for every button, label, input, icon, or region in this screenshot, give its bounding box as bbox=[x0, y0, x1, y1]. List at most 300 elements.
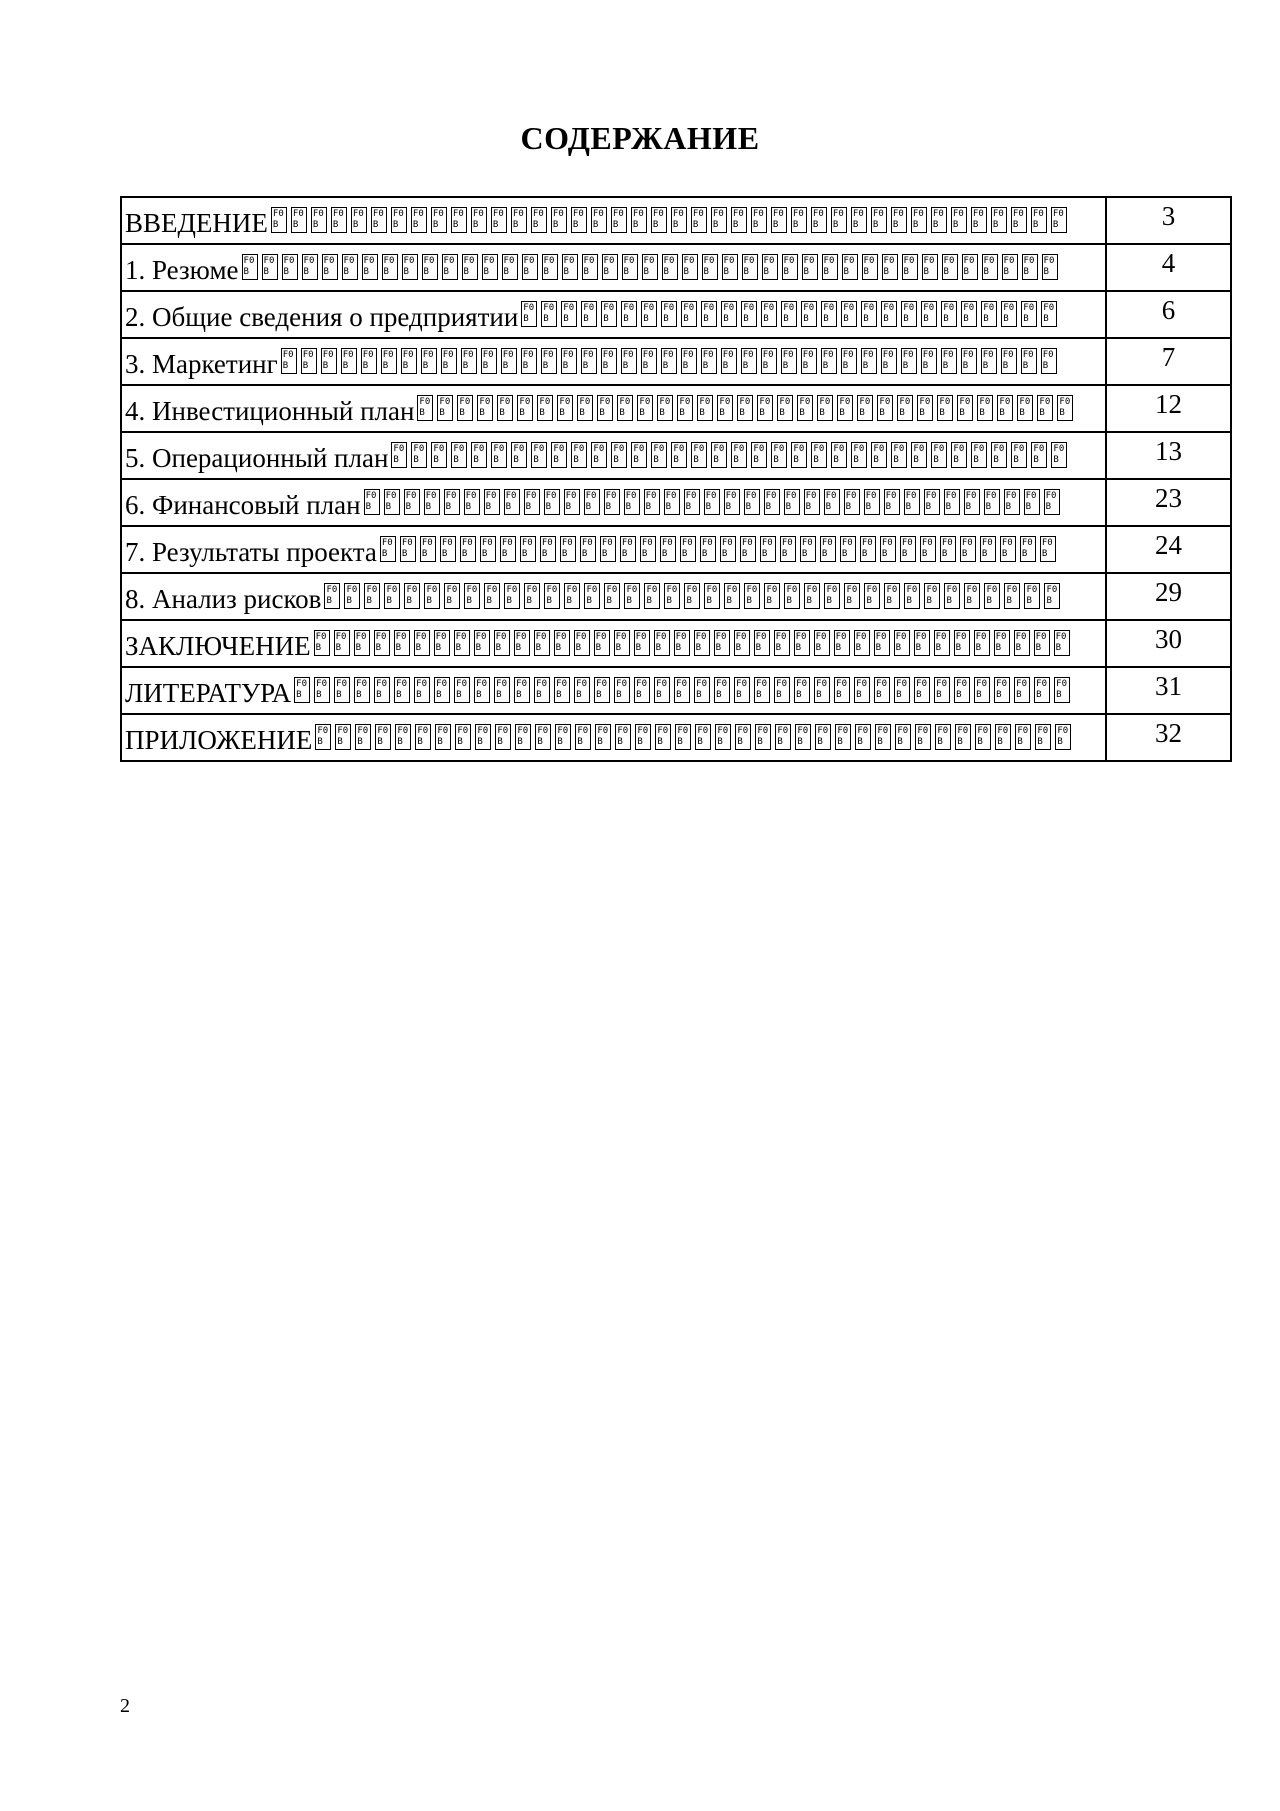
missing-glyph-icon bbox=[821, 348, 837, 374]
missing-glyph-icon bbox=[891, 207, 907, 233]
missing-glyph-icon bbox=[384, 489, 400, 515]
missing-glyph-icon bbox=[601, 348, 617, 374]
missing-glyph-icon bbox=[331, 207, 347, 233]
missing-glyph-icon bbox=[494, 677, 510, 703]
missing-glyph-icon bbox=[415, 724, 431, 750]
missing-glyph-icon bbox=[404, 583, 420, 609]
missing-glyph-icon bbox=[591, 207, 607, 233]
missing-glyph-icon bbox=[691, 207, 707, 233]
missing-glyph-icon bbox=[604, 489, 620, 515]
toc-leader bbox=[314, 630, 1074, 658]
missing-glyph-icon bbox=[364, 583, 380, 609]
missing-glyph-icon bbox=[941, 301, 957, 327]
missing-glyph-icon bbox=[641, 348, 657, 374]
missing-glyph-icon bbox=[424, 489, 440, 515]
toc-entry-label: 1. Резюме bbox=[125, 254, 239, 285]
missing-glyph-icon bbox=[644, 583, 660, 609]
missing-glyph-icon bbox=[354, 677, 370, 703]
missing-glyph-icon bbox=[615, 724, 631, 750]
missing-glyph-icon bbox=[471, 207, 487, 233]
missing-glyph-icon bbox=[721, 301, 737, 327]
toc-row bbox=[121, 385, 1231, 432]
toc-page-number: 7 bbox=[1106, 338, 1231, 385]
missing-glyph-icon bbox=[877, 395, 893, 421]
missing-glyph-icon bbox=[831, 442, 847, 468]
missing-glyph-icon bbox=[711, 442, 727, 468]
missing-glyph-icon bbox=[714, 677, 730, 703]
missing-glyph-icon bbox=[600, 536, 616, 562]
missing-glyph-icon bbox=[621, 348, 637, 374]
missing-glyph-icon bbox=[1021, 348, 1037, 374]
missing-glyph-icon bbox=[1055, 724, 1071, 750]
missing-glyph-icon bbox=[561, 348, 577, 374]
missing-glyph-icon bbox=[460, 536, 476, 562]
missing-glyph-icon bbox=[531, 207, 547, 233]
missing-glyph-icon bbox=[840, 536, 856, 562]
missing-glyph-icon bbox=[861, 348, 877, 374]
toc-row bbox=[121, 291, 1231, 338]
missing-glyph-icon bbox=[931, 442, 947, 468]
missing-glyph-icon bbox=[431, 442, 447, 468]
toc-entry-label: 7. Результаты проекта bbox=[125, 536, 377, 567]
missing-glyph-icon bbox=[561, 301, 577, 327]
missing-glyph-icon bbox=[895, 724, 911, 750]
missing-glyph-icon bbox=[764, 583, 780, 609]
missing-glyph-icon bbox=[454, 677, 470, 703]
missing-glyph-icon bbox=[634, 630, 650, 656]
missing-glyph-icon bbox=[521, 348, 537, 374]
toc-entry-cell bbox=[121, 714, 1106, 761]
toc-entry-cell bbox=[121, 291, 1106, 338]
missing-glyph-icon bbox=[361, 348, 377, 374]
page-number: 2 bbox=[120, 1695, 130, 1717]
missing-glyph-icon bbox=[480, 536, 496, 562]
toc-body bbox=[121, 197, 1231, 761]
missing-glyph-icon bbox=[784, 583, 800, 609]
missing-glyph-icon bbox=[651, 207, 667, 233]
missing-glyph-icon bbox=[922, 254, 938, 280]
missing-glyph-icon bbox=[731, 442, 747, 468]
missing-glyph-icon bbox=[771, 207, 787, 233]
missing-glyph-icon bbox=[511, 207, 527, 233]
missing-glyph-icon bbox=[554, 677, 570, 703]
missing-glyph-icon bbox=[657, 395, 673, 421]
missing-glyph-icon bbox=[724, 583, 740, 609]
missing-glyph-icon bbox=[1035, 724, 1051, 750]
missing-glyph-icon bbox=[871, 442, 887, 468]
missing-glyph-icon bbox=[757, 395, 773, 421]
missing-glyph-icon bbox=[601, 301, 617, 327]
missing-glyph-icon bbox=[837, 395, 853, 421]
missing-glyph-icon bbox=[961, 301, 977, 327]
missing-glyph-icon bbox=[854, 677, 870, 703]
missing-glyph-icon bbox=[920, 536, 936, 562]
toc-entry-cell bbox=[121, 573, 1106, 620]
missing-glyph-icon bbox=[914, 677, 930, 703]
missing-glyph-icon bbox=[501, 348, 517, 374]
missing-glyph-icon bbox=[451, 442, 467, 468]
missing-glyph-icon bbox=[637, 395, 653, 421]
missing-glyph-icon bbox=[621, 301, 637, 327]
missing-glyph-icon bbox=[504, 489, 520, 515]
missing-glyph-icon bbox=[614, 677, 630, 703]
missing-glyph-icon bbox=[1041, 348, 1057, 374]
missing-glyph-icon bbox=[960, 536, 976, 562]
missing-glyph-icon bbox=[634, 677, 650, 703]
missing-glyph-icon bbox=[822, 254, 838, 280]
missing-glyph-icon bbox=[700, 536, 716, 562]
toc-row bbox=[121, 667, 1231, 714]
missing-glyph-icon bbox=[977, 395, 993, 421]
missing-glyph-icon bbox=[795, 724, 811, 750]
missing-glyph-icon bbox=[914, 630, 930, 656]
missing-glyph-icon bbox=[364, 489, 380, 515]
toc-page-number: 32 bbox=[1106, 714, 1231, 761]
missing-glyph-icon bbox=[664, 583, 680, 609]
missing-glyph-icon bbox=[271, 207, 287, 233]
missing-glyph-icon bbox=[622, 254, 638, 280]
missing-glyph-icon bbox=[924, 489, 940, 515]
missing-glyph-icon bbox=[391, 442, 407, 468]
missing-glyph-icon bbox=[751, 442, 767, 468]
missing-glyph-icon bbox=[314, 630, 330, 656]
missing-glyph-icon bbox=[581, 348, 597, 374]
missing-glyph-icon bbox=[564, 489, 580, 515]
missing-glyph-icon bbox=[321, 348, 337, 374]
missing-glyph-icon bbox=[1031, 442, 1047, 468]
missing-glyph-icon bbox=[994, 677, 1010, 703]
missing-glyph-icon bbox=[984, 583, 1000, 609]
missing-glyph-icon bbox=[661, 301, 677, 327]
missing-glyph-icon bbox=[734, 630, 750, 656]
missing-glyph-icon bbox=[804, 489, 820, 515]
missing-glyph-icon bbox=[1001, 301, 1017, 327]
missing-glyph-icon bbox=[535, 724, 551, 750]
toc-entry-label: 8. Анализ рисков bbox=[125, 583, 322, 614]
missing-glyph-icon bbox=[724, 489, 740, 515]
missing-glyph-icon bbox=[997, 395, 1013, 421]
missing-glyph-icon bbox=[581, 301, 597, 327]
missing-glyph-icon bbox=[924, 583, 940, 609]
missing-glyph-icon bbox=[904, 583, 920, 609]
missing-glyph-icon bbox=[851, 442, 867, 468]
missing-glyph-icon bbox=[995, 724, 1011, 750]
missing-glyph-icon bbox=[911, 442, 927, 468]
missing-glyph-icon bbox=[940, 536, 956, 562]
missing-glyph-icon bbox=[921, 348, 937, 374]
missing-glyph-icon bbox=[417, 395, 433, 421]
missing-glyph-icon bbox=[477, 395, 493, 421]
missing-glyph-icon bbox=[1037, 395, 1053, 421]
missing-glyph-icon bbox=[744, 583, 760, 609]
missing-glyph-icon bbox=[931, 207, 947, 233]
missing-glyph-icon bbox=[761, 301, 777, 327]
toc-row bbox=[121, 244, 1231, 291]
missing-glyph-icon bbox=[1040, 536, 1056, 562]
missing-glyph-icon bbox=[971, 442, 987, 468]
missing-glyph-icon bbox=[854, 630, 870, 656]
missing-glyph-icon bbox=[524, 583, 540, 609]
missing-glyph-icon bbox=[411, 207, 427, 233]
missing-glyph-icon bbox=[794, 677, 810, 703]
missing-glyph-icon bbox=[674, 630, 690, 656]
missing-glyph-icon bbox=[1024, 489, 1040, 515]
missing-glyph-icon bbox=[1011, 442, 1027, 468]
missing-glyph-icon bbox=[595, 724, 611, 750]
toc-row bbox=[121, 197, 1231, 244]
toc-entry-label: ЗАКЛЮЧЕНИЕ bbox=[125, 630, 311, 661]
missing-glyph-icon bbox=[1020, 536, 1036, 562]
missing-glyph-icon bbox=[484, 583, 500, 609]
missing-glyph-icon bbox=[375, 724, 391, 750]
missing-glyph-icon bbox=[354, 630, 370, 656]
toc-entry-cell bbox=[121, 432, 1106, 479]
missing-glyph-icon bbox=[874, 677, 890, 703]
missing-glyph-icon bbox=[841, 301, 857, 327]
missing-glyph-icon bbox=[514, 677, 530, 703]
toc-entry-label: 3. Маркетинг bbox=[125, 348, 278, 379]
toc-entry-cell bbox=[121, 338, 1106, 385]
missing-glyph-icon bbox=[1024, 583, 1040, 609]
missing-glyph-icon bbox=[671, 442, 687, 468]
missing-glyph-icon bbox=[1057, 395, 1073, 421]
toc-page-number: 4 bbox=[1106, 244, 1231, 291]
missing-glyph-icon bbox=[737, 395, 753, 421]
missing-glyph-icon bbox=[624, 583, 640, 609]
missing-glyph-icon bbox=[614, 630, 630, 656]
missing-glyph-icon bbox=[1031, 207, 1047, 233]
missing-glyph-icon bbox=[894, 677, 910, 703]
missing-glyph-icon bbox=[602, 254, 618, 280]
missing-glyph-icon bbox=[457, 395, 473, 421]
toc-entry-cell bbox=[121, 526, 1106, 573]
missing-glyph-icon bbox=[495, 724, 511, 750]
missing-glyph-icon bbox=[797, 395, 813, 421]
missing-glyph-icon bbox=[654, 630, 670, 656]
missing-glyph-icon bbox=[720, 536, 736, 562]
missing-glyph-icon bbox=[981, 348, 997, 374]
missing-glyph-icon bbox=[801, 301, 817, 327]
missing-glyph-icon bbox=[871, 207, 887, 233]
missing-glyph-icon bbox=[791, 442, 807, 468]
missing-glyph-icon bbox=[1044, 489, 1060, 515]
missing-glyph-icon bbox=[1014, 677, 1030, 703]
toc-entry-cell bbox=[121, 620, 1106, 667]
toc-entry-label: 5. Операционный план bbox=[125, 442, 389, 473]
missing-glyph-icon bbox=[734, 677, 750, 703]
missing-glyph-icon bbox=[1001, 348, 1017, 374]
missing-glyph-icon bbox=[504, 583, 520, 609]
missing-glyph-icon bbox=[660, 536, 676, 562]
toc-leader bbox=[315, 724, 1075, 752]
missing-glyph-icon bbox=[1017, 395, 1033, 421]
missing-glyph-icon bbox=[991, 207, 1007, 233]
missing-glyph-icon bbox=[411, 442, 427, 468]
missing-glyph-icon bbox=[884, 583, 900, 609]
missing-glyph-icon bbox=[374, 630, 390, 656]
missing-glyph-icon bbox=[1034, 630, 1050, 656]
missing-glyph-icon bbox=[580, 536, 596, 562]
missing-glyph-icon bbox=[334, 630, 350, 656]
missing-glyph-icon bbox=[382, 254, 398, 280]
missing-glyph-icon bbox=[944, 583, 960, 609]
missing-glyph-icon bbox=[902, 254, 918, 280]
missing-glyph-icon bbox=[835, 724, 851, 750]
missing-glyph-icon bbox=[811, 442, 827, 468]
toc-entry-cell bbox=[121, 197, 1106, 244]
missing-glyph-icon bbox=[817, 395, 833, 421]
missing-glyph-icon bbox=[281, 348, 297, 374]
missing-glyph-icon bbox=[971, 207, 987, 233]
missing-glyph-icon bbox=[1000, 536, 1016, 562]
missing-glyph-icon bbox=[394, 630, 410, 656]
missing-glyph-icon bbox=[431, 207, 447, 233]
missing-glyph-icon bbox=[675, 724, 691, 750]
missing-glyph-icon bbox=[557, 395, 573, 421]
toc-page-number: 29 bbox=[1106, 573, 1231, 620]
missing-glyph-icon bbox=[562, 254, 578, 280]
missing-glyph-icon bbox=[857, 395, 873, 421]
missing-glyph-icon bbox=[824, 583, 840, 609]
missing-glyph-icon bbox=[655, 724, 671, 750]
missing-glyph-icon bbox=[315, 724, 331, 750]
missing-glyph-icon bbox=[294, 677, 310, 703]
missing-glyph-icon bbox=[680, 536, 696, 562]
toc-leader bbox=[380, 536, 1060, 564]
toc-leader bbox=[242, 254, 1062, 282]
missing-glyph-icon bbox=[451, 207, 467, 233]
missing-glyph-icon bbox=[571, 442, 587, 468]
toc-entry-cell bbox=[121, 479, 1106, 526]
missing-glyph-icon bbox=[344, 583, 360, 609]
missing-glyph-icon bbox=[362, 254, 378, 280]
missing-glyph-icon bbox=[517, 395, 533, 421]
missing-glyph-icon bbox=[697, 395, 713, 421]
missing-glyph-icon bbox=[755, 724, 771, 750]
toc-entry-cell bbox=[121, 385, 1106, 432]
missing-glyph-icon bbox=[551, 442, 567, 468]
missing-glyph-icon bbox=[875, 724, 891, 750]
missing-glyph-icon bbox=[534, 677, 550, 703]
missing-glyph-icon bbox=[722, 254, 738, 280]
missing-glyph-icon bbox=[934, 677, 950, 703]
missing-glyph-icon bbox=[862, 254, 878, 280]
missing-glyph-icon bbox=[731, 207, 747, 233]
missing-glyph-icon bbox=[941, 348, 957, 374]
toc-entry-label: 4. Инвестиционный план bbox=[125, 395, 415, 426]
missing-glyph-icon bbox=[900, 536, 916, 562]
missing-glyph-icon bbox=[584, 583, 600, 609]
missing-glyph-icon bbox=[564, 583, 580, 609]
missing-glyph-icon bbox=[842, 254, 858, 280]
missing-glyph-icon bbox=[324, 583, 340, 609]
toc-page-number: 31 bbox=[1106, 667, 1231, 714]
missing-glyph-icon bbox=[874, 630, 890, 656]
missing-glyph-icon bbox=[917, 395, 933, 421]
missing-glyph-icon bbox=[711, 207, 727, 233]
missing-glyph-icon bbox=[684, 489, 700, 515]
missing-glyph-icon bbox=[262, 254, 278, 280]
missing-glyph-icon bbox=[474, 677, 490, 703]
missing-glyph-icon bbox=[631, 207, 647, 233]
toc-row bbox=[121, 526, 1231, 573]
missing-glyph-icon bbox=[597, 395, 613, 421]
missing-glyph-icon bbox=[455, 724, 471, 750]
missing-glyph-icon bbox=[420, 536, 436, 562]
missing-glyph-icon bbox=[654, 677, 670, 703]
missing-glyph-icon bbox=[802, 254, 818, 280]
missing-glyph-icon bbox=[677, 395, 693, 421]
missing-glyph-icon bbox=[514, 630, 530, 656]
toc-entry-cell bbox=[121, 244, 1106, 291]
missing-glyph-icon bbox=[741, 301, 757, 327]
missing-glyph-icon bbox=[751, 207, 767, 233]
missing-glyph-icon bbox=[984, 489, 1000, 515]
missing-glyph-icon bbox=[491, 442, 507, 468]
missing-glyph-icon bbox=[741, 348, 757, 374]
missing-glyph-icon bbox=[1051, 207, 1067, 233]
missing-glyph-icon bbox=[291, 207, 307, 233]
missing-glyph-icon bbox=[524, 489, 540, 515]
missing-glyph-icon bbox=[301, 348, 317, 374]
missing-glyph-icon bbox=[821, 301, 837, 327]
missing-glyph-icon bbox=[555, 724, 571, 750]
missing-glyph-icon bbox=[391, 207, 407, 233]
missing-glyph-icon bbox=[381, 348, 397, 374]
missing-glyph-icon bbox=[322, 254, 338, 280]
missing-glyph-icon bbox=[681, 348, 697, 374]
missing-glyph-icon bbox=[937, 395, 953, 421]
missing-glyph-icon bbox=[815, 724, 831, 750]
missing-glyph-icon bbox=[584, 489, 600, 515]
missing-glyph-icon bbox=[791, 207, 807, 233]
missing-glyph-icon bbox=[851, 207, 867, 233]
missing-glyph-icon bbox=[735, 724, 751, 750]
toc-page-number: 23 bbox=[1106, 479, 1231, 526]
missing-glyph-icon bbox=[782, 254, 798, 280]
missing-glyph-icon bbox=[494, 630, 510, 656]
missing-glyph-icon bbox=[1051, 442, 1067, 468]
missing-glyph-icon bbox=[811, 207, 827, 233]
missing-glyph-icon bbox=[944, 489, 960, 515]
missing-glyph-icon bbox=[771, 442, 787, 468]
missing-glyph-icon bbox=[1034, 677, 1050, 703]
missing-glyph-icon bbox=[774, 630, 790, 656]
toc-leader bbox=[294, 677, 1074, 705]
missing-glyph-icon bbox=[1011, 207, 1027, 233]
missing-glyph-icon bbox=[951, 207, 967, 233]
missing-glyph-icon bbox=[400, 536, 416, 562]
missing-glyph-icon bbox=[560, 536, 576, 562]
missing-glyph-icon bbox=[981, 301, 997, 327]
missing-glyph-icon bbox=[674, 677, 690, 703]
missing-glyph-icon bbox=[617, 395, 633, 421]
missing-glyph-icon bbox=[760, 536, 776, 562]
missing-glyph-icon bbox=[864, 489, 880, 515]
missing-glyph-icon bbox=[701, 348, 717, 374]
missing-glyph-icon bbox=[594, 630, 610, 656]
missing-glyph-icon bbox=[780, 536, 796, 562]
toc-leader bbox=[521, 301, 1061, 329]
missing-glyph-icon bbox=[891, 442, 907, 468]
missing-glyph-icon bbox=[311, 207, 327, 233]
missing-glyph-icon bbox=[814, 630, 830, 656]
missing-glyph-icon bbox=[422, 254, 438, 280]
missing-glyph-icon bbox=[957, 395, 973, 421]
missing-glyph-icon bbox=[334, 677, 350, 703]
missing-glyph-icon bbox=[484, 489, 500, 515]
missing-glyph-icon bbox=[437, 395, 453, 421]
